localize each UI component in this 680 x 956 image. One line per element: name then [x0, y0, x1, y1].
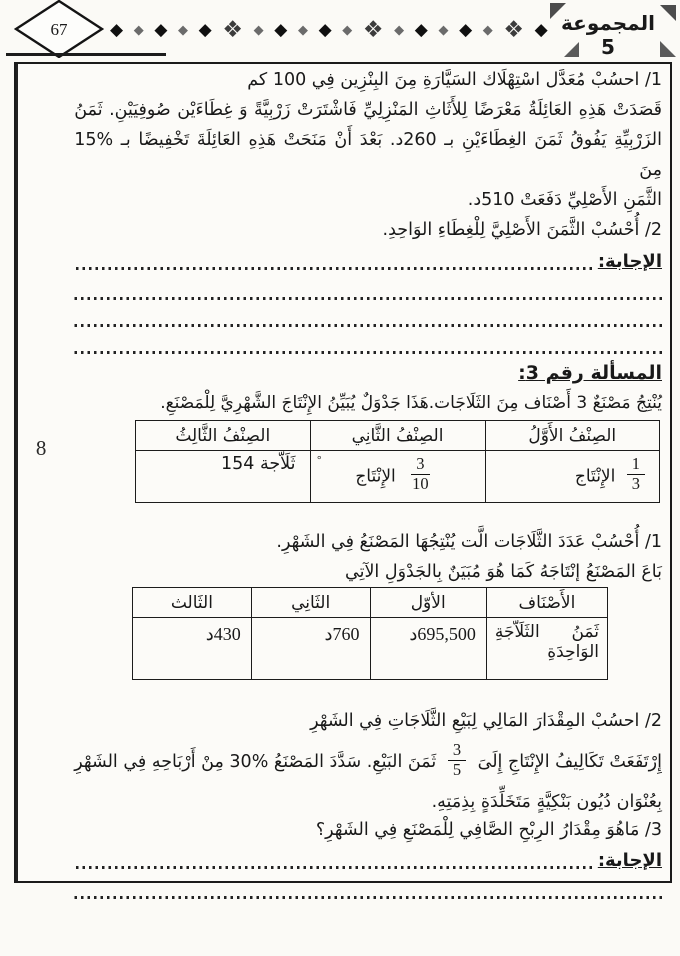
price-cell-first: 695,500د: [370, 618, 486, 680]
question-line: 2/ احسُبْ المِقْدَارَ المَالِي لِبَيْعِ الثَّلَاجَاتِ فِي الشَهْرِ: [310, 711, 662, 731]
problem-line: قَصَدَتْ هَذِهِ العَائِلَةُ مَعْرَضًا لِلأَثَاثِ المَنْزِلِيِّ فَاشْتَرَتْ زَرْبِيَّةً وَ غِطَاءَيْن صُوفِيَيْنِ. ثَمَنُ: [74, 100, 662, 120]
diamond-cluster-icon: ❖: [222, 16, 243, 43]
answer-row: [74, 844, 662, 876]
diamond-icon: ◆: [253, 22, 264, 38]
table-header-row: [136, 421, 660, 451]
diamond-icon: ◆: [459, 19, 473, 40]
diamond-icon: ◆: [438, 22, 449, 38]
header-cell-class3: الصِنْفُ الثَّالِثُ: [136, 421, 311, 451]
fraction: $\frac{1}{3}$: [627, 455, 645, 494]
table-header-row: [133, 588, 608, 618]
diamond-icon: ◆: [318, 19, 332, 40]
dotted-answer-line: [74, 304, 662, 331]
header-cell-categories: الأَصْنَاف: [486, 588, 607, 618]
price-cell-third: 430د: [133, 618, 252, 680]
dotted-answer-line: [74, 876, 662, 903]
answer-label: الإجابة:: [597, 850, 662, 871]
ornament-row: [110, 14, 548, 46]
production-cell-class1: [485, 451, 659, 503]
dotted-answer-line: [74, 277, 662, 304]
header-rule: [6, 53, 166, 56]
production-label: الإِنْتَاج: [355, 466, 396, 487]
content-frame: [14, 62, 672, 883]
production-label: الإِنْتَاج: [574, 466, 616, 487]
diamond-icon: ◆: [133, 22, 144, 38]
price-table: [132, 587, 608, 680]
costs-text-after: ثَمَنَ البَيْعِ. سَدَّدَ المَصْنَعُ %30 مِنْ أَرْبَاحِهِ فِي الشَهْرِ: [74, 752, 437, 772]
page-number-diamond: [14, 0, 104, 58]
diamond-icon: ◆: [297, 22, 308, 38]
problem-line: الزَرْبِيِّةِ يَفُوقُ ثَمَنَ الغِطَاءَيْنِ بـ 260د. بَعْدَ أَنْ مَنَحَتْ هَذِهِ العَائِلَةَ تَخْفِيضًا بـ %15 مِنَ: [74, 130, 662, 180]
diamond-cluster-icon: ❖: [362, 16, 384, 43]
problem-line: 1/ احسُبْ مُعَدَّل اسْتِهْلَاك السَيَّارَةِ مِنَ البِنْزِين فِي 100 كم: [247, 70, 662, 90]
diamond-icon: ◆: [482, 22, 493, 38]
group-tab: [558, 3, 670, 59]
page-header: [0, 0, 680, 60]
diamond-icon: ◆: [274, 19, 288, 40]
answer-dots: [74, 866, 592, 869]
costs-line2: بِعُنْوَان دُيُون بَنْكِيَّةٍ مَتَخَلِّدَةٍ بِذِمَتِهِ.: [431, 792, 662, 812]
answer-dots: [74, 267, 592, 270]
page-number: 67: [50, 20, 68, 39]
diamond-cluster-icon: ❖: [503, 16, 525, 43]
header-cell-second: الثَانِي: [251, 588, 370, 618]
table-data-row: [133, 618, 608, 680]
main-column: [64, 64, 670, 881]
problem-intro: يُنْتِجُ مَصْنَعٌ 3 أَصْنَاف مِنَ الثَلَاجَات.هَذَا جَدْوَلٌ يُبَيِّنُ الإِنْتَاجَ الشَّهْرِيَّ لِلْمَصْنَعِ.: [160, 393, 662, 413]
diamond-icon: ◆: [394, 22, 405, 38]
diamond-icon: ◆: [154, 19, 168, 40]
margin-page-index: 8: [35, 436, 47, 460]
header-cell-first: الأوّل: [370, 588, 486, 618]
costs-text-before: إِرْتَفَعَتْ تَكَالِيفُ الإِنْتَاجِ إِلَىَ: [477, 752, 662, 772]
problem-line: الثَّمَنِ الأَصْلِيِّ دَفَعَتْ 510د.: [467, 190, 662, 210]
margin-column: [16, 64, 64, 881]
header-cell-third: الثَالث: [133, 588, 252, 618]
costs-line: [74, 736, 662, 788]
row-label-word: الوَاحِدَةِ: [547, 642, 599, 662]
sale-intro-line: بَاعَ المَصْنَعُ إنْتَاجَهُ كَمَا هُوَ مُبَيَنٌ بِالجَدْوَلِ الآتِي: [345, 562, 662, 582]
diamond-icon: ◆: [198, 19, 212, 40]
group-label: المجموعة 5: [561, 11, 655, 59]
fraction: $\frac{3}{5}$: [448, 741, 466, 780]
section-title: المسألة رقم 3:: [518, 362, 662, 384]
fraction: $\frac{3}{10}$: [412, 454, 429, 493]
header-cell-class2: الصِنْفُ الثَّانِي: [310, 421, 485, 451]
question-line: 3/ مَاهُوَ مِقْدَارُ الرِبْحِ الصَّافِي لِلْمَصْنَعِ فِي الشَهْرِ؟: [315, 820, 662, 840]
diamond-icon: ◆: [178, 22, 189, 38]
corner-triangle-icon: [660, 5, 676, 21]
dotted-answer-line: [74, 331, 662, 358]
production-cell-class2: [310, 451, 485, 503]
row-label-word: ثَمَنُ: [571, 622, 599, 642]
stray-mark: °: [316, 454, 322, 467]
answer-row: [74, 245, 662, 277]
table-data-row: [136, 451, 660, 503]
production-cell-class3: 154 ثَلَاّجة: [136, 451, 311, 503]
diamond-icon: ◆: [342, 22, 353, 38]
row-label-word: الثَلَاّجَةِ: [494, 622, 540, 642]
question-line: 1/ أُحْسُبْ عَدَدَ الثَّلَاجَات الَّت يُنْتِجُهَا المَصْنَعُ فِي الشَهْرِ.: [276, 532, 662, 552]
price-cell-second: 760د: [251, 618, 370, 680]
diamond-icon: ◆: [414, 19, 428, 40]
problem-line: 2/ أُحْسُبْ الثَّمَنَ الأَصْلِيَّ لِلْغِطَاءِ الوَاحِدِ.: [382, 220, 662, 240]
production-table: [135, 420, 660, 503]
corner-triangle-icon: [660, 41, 676, 57]
price-row-label: [486, 618, 607, 680]
header-cell-class1: الصِنْفُ الأَوَّلُ: [485, 421, 659, 451]
answer-label: الإجابة:: [597, 251, 662, 272]
diamond-icon: ◆: [110, 19, 124, 40]
diamond-icon: ◆: [534, 19, 548, 40]
